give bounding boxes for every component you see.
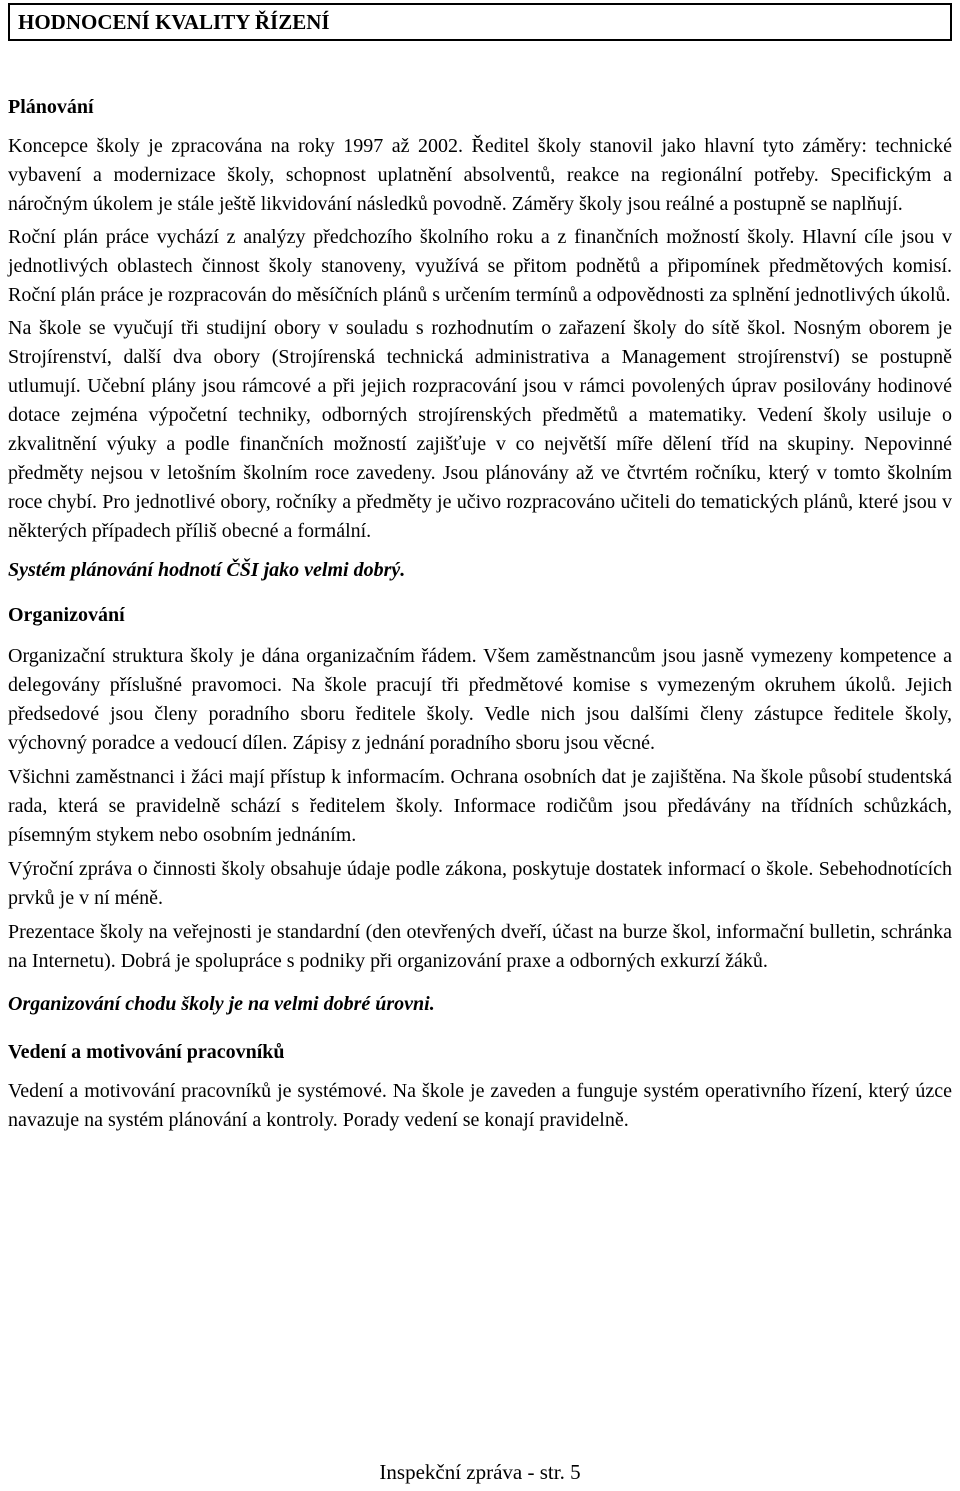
paragraph: Roční plán práce vychází z analýzy předchozího školního roku a z finančních možností školy. Hlavní cíle jsou v jednotlivých oblastech činnost školy stanoveny, využívá se přitom podnětů a připomínek předmětových komisí. Roční plán práce je rozpracován do měsíčních plánů s určením termínů a odpovědnosti za splnění jednotlivých úkolů. [8,226,952,306]
paragraph: Na škole se vyučují tři studijní obory v souladu s rozhodnutím o zařazení školy do sítě škol. Nosným oborem je Strojírenství, další dva obory (Strojírenská technická administrativa a Management strojírenství) se postupně utlumují. Učební plány jsou rámcové a při jejich rozpracování jsou v rámci povolených úprav posilovány hodinové dotace zejména výpočetní techniky, odborných strojírenských předmětů a matematiky. Vedení školy usiluje o zkvalitnění výuky a podle finančních možností zajišťuje v co největší míře dělení tříd na skupiny. Nepovinné předměty nejsou v letošním školním roce zavedeny. Jsou plánovány až ve čtvrtém ročníku, který v tomto školním roce chybí. Pro jednotlivé obory, ročníky a předměty je učivo rozpracováno učiteli do tematických plánů, které jsou v některých případech příliš obecné a formální. [8,317,952,542]
paragraph: Výroční zpráva o činnosti školy obsahuje údaje podle zákona, poskytuje dostatek informací o škole. Sebehodnotících prvků je v ní méně. [8,858,952,909]
heading-vedeni: Vedení a motivování pracovníků [8,1041,285,1063]
paragraph: Prezentace školy na veřejnosti je standardní (den otevřených dveří, účast na burze škol, informační bulletin, schránka na Internetu). Dobrá je spolupráce s podniky při organizování praxe a odborných exkurzí žáků. [8,921,952,972]
paragraph: Vedení a motivování pracovníků je systémové. Na škole je zaveden a funguje systém operativního řízení, který úzce navazuje na systém plánování a kontroly. Porady vedení se konají pravidelně. [8,1080,952,1131]
paragraph: Všichni zaměstnanci i žáci mají přístup k informacím. Ochrana osobních dat je zajištěna. Na škole působí studentská rada, která se pravidelně schází s ředitelem školy. Informace rodičům jsou předávány na třídních schůzkách, písemným stykem nebo osobním jednáním. [8,766,952,846]
page-footer: Inspekční zpráva - str. 5 [379,1460,581,1484]
heading-planovani: Plánování [8,96,94,118]
evaluation-planovani: Systém plánování hodnotí ČŠI jako velmi dobrý. [8,559,406,581]
paragraph: Organizační struktura školy je dána organizačním řádem. Všem zaměstnancům jsou jasně vymezeny kompetence a delegovány příslušné pravomoci. Na škole pracují tři předmětové komise s vymezeným okruhem úkolů. Jejich předsedové jsou členy poradního sboru ředitele školy. Vedle nich jsou dalšími členy zástupce ředitele školy, výchovný poradce a vedoucí dílen. Zápisy z jednání poradního sboru jsou věcné. [8,645,952,754]
report-section-title: HODNOCENÍ KVALITY ŘÍZENÍ [8,3,952,41]
paragraph: Koncepce školy je zpracována na roky 1997 až 2002. Ředitel školy stanovil jako hlavní tyto záměry: technické vybavení a modernizace školy, schopnost uplatnění absolventů, reakce na regionální potřeby. Specifickým a náročným úkolem je stále ještě likvidování následků povodně. Záměry školy jsou reálné a postupně se naplňují. [8,135,952,215]
document-page [0,3,960,1491]
heading-organizovani: Organizování [8,604,125,626]
evaluation-organizovani: Organizování chodu školy je na velmi dobré úrovni. [8,993,435,1015]
